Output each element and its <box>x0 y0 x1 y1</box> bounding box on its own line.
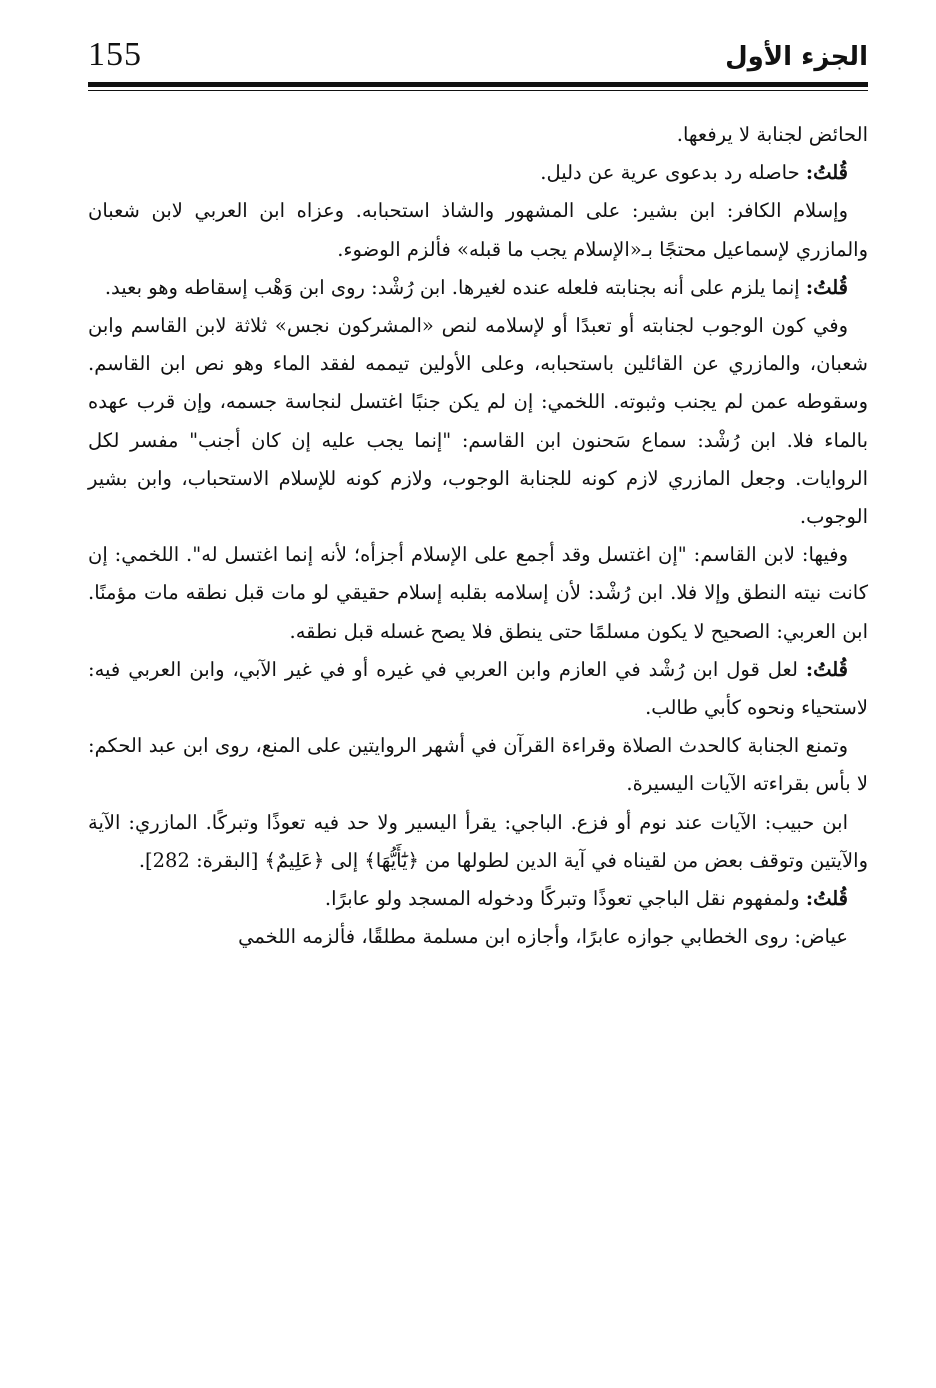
paragraph <box>88 880 868 918</box>
running-head: الجزء الأول <box>725 42 868 72</box>
paragraph-label: قُلتُ: <box>805 657 848 681</box>
paragraph <box>88 154 868 192</box>
paragraph-text: إنما يلزم على أنه بجنابته فلعله عنده لغيرها. ابن رُشْد: روى ابن وَهْب إسقاطه وهو بعيد. <box>104 275 806 299</box>
body-text <box>88 116 868 956</box>
paragraph-label: قُلتُ: <box>805 887 848 911</box>
paragraph <box>88 307 868 536</box>
paragraph-text: وتمنع الجنابة كالحدث الصلاة وقراءة القرآن في أشهر الروايتين على المنع، روى ابن عبد الحكم: لا بأس بقراءته الآيات اليسيرة. <box>88 734 868 796</box>
paragraph-text: الحائض لجنابة لا يرفعها. <box>676 123 868 146</box>
paragraph-text: ولمفهوم نقل الباجي تعوذًا وتبركًا ودخوله المسجد ولو عابرًا. <box>324 887 806 911</box>
paragraph <box>88 116 868 154</box>
page-header <box>88 28 868 88</box>
paragraph-text: حاصله رد بدعوى عرية عن دليل. <box>540 161 806 185</box>
header-rule-thick <box>88 82 868 87</box>
paragraph-text: وفيها: لابن القاسم: "إن اغتسل وقد أجمع على الإسلام أجزأه؛ لأنه إنما اغتسل له". اللخمي: إن كانت نيته النطق وإلا فلا. ابن رُشْد: لأن إسلامه بقلبه إسلام حقيقي لو مات قبل نطقه مات مؤمنًا. ابن العربي: الصحيح لا يكون مسلمًا حتى ينطق فلا يصح غسله قبل نطقه. <box>88 543 868 643</box>
paragraph-text: لعل قول ابن رُشْد في العازم وابن العربي في غيره أو في غير الآبي، وابن العربي فيه: لاستحياء ونحوه كأبي طالب. <box>88 657 868 720</box>
page-number: 155 <box>88 36 142 73</box>
paragraph-label: قُلتُ: <box>805 275 848 299</box>
paragraph <box>88 727 868 803</box>
paragraph <box>88 192 868 268</box>
paragraph-text: عياض: روى الخطابي جوازه عابرًا، وأجازه ابن مسلمة مطلقًا، فألزمه اللخمي <box>238 925 848 949</box>
paragraph <box>88 804 868 880</box>
paragraph-text: ابن حبيب: الآيات عند نوم أو فزع. الباجي: يقرأ اليسير ولا حد فيه تعوذًا وتبركًا. المازري: الآية والآيتين وتوقف بعض من لقيناه في آية الدين لطولها من ﴿يَٰٓأَيُّهَا﴾ إلى ﴿عَلِيمٌ﴾ [البقرة: 282]. <box>88 810 868 872</box>
paragraph <box>88 536 868 651</box>
header-rule-thin <box>88 90 868 91</box>
paragraph-label: قُلتُ: <box>805 161 848 185</box>
paragraph-text: وإسلام الكافر: ابن بشير: على المشهور والشاذ استحبابه. وعزاه ابن العربي لابن شعبان والمازري لإسماعيل محتجًا بـ«الإسلام يجب ما قبله» فألزم الوضوء. <box>88 199 868 261</box>
paragraph <box>88 651 868 727</box>
paragraph <box>88 918 868 956</box>
paragraph <box>88 269 868 307</box>
paragraph-text: وفي كون الوجوب لجنابته أو تعبدًا أو لإسلامه لنص «المشركون نجس» ثلاثة لابن القاسم وابن شعبان، والمازري عن القائلين باستحبابه، وعلى الأولين تيممه لفقد الماء وهو نص ابن القاسم. وسقوطه عمن لم يجنب وثبوته. اللخمي: إن لم يكن جنبًا اغتسل لنجاسة جسمه، وإن قرب عهده بالماء فلا. ابن رُشْد: سماع سَحنون ابن القاسم: "إنما يجب عليه إن كان أجنب" مفسر لكل الروايات. وجعل المازري لازم كونه للجنابة الوجوب، ولازم كونه للإسلام الاستحباب، وابن بشير الوجوب. <box>88 314 868 529</box>
